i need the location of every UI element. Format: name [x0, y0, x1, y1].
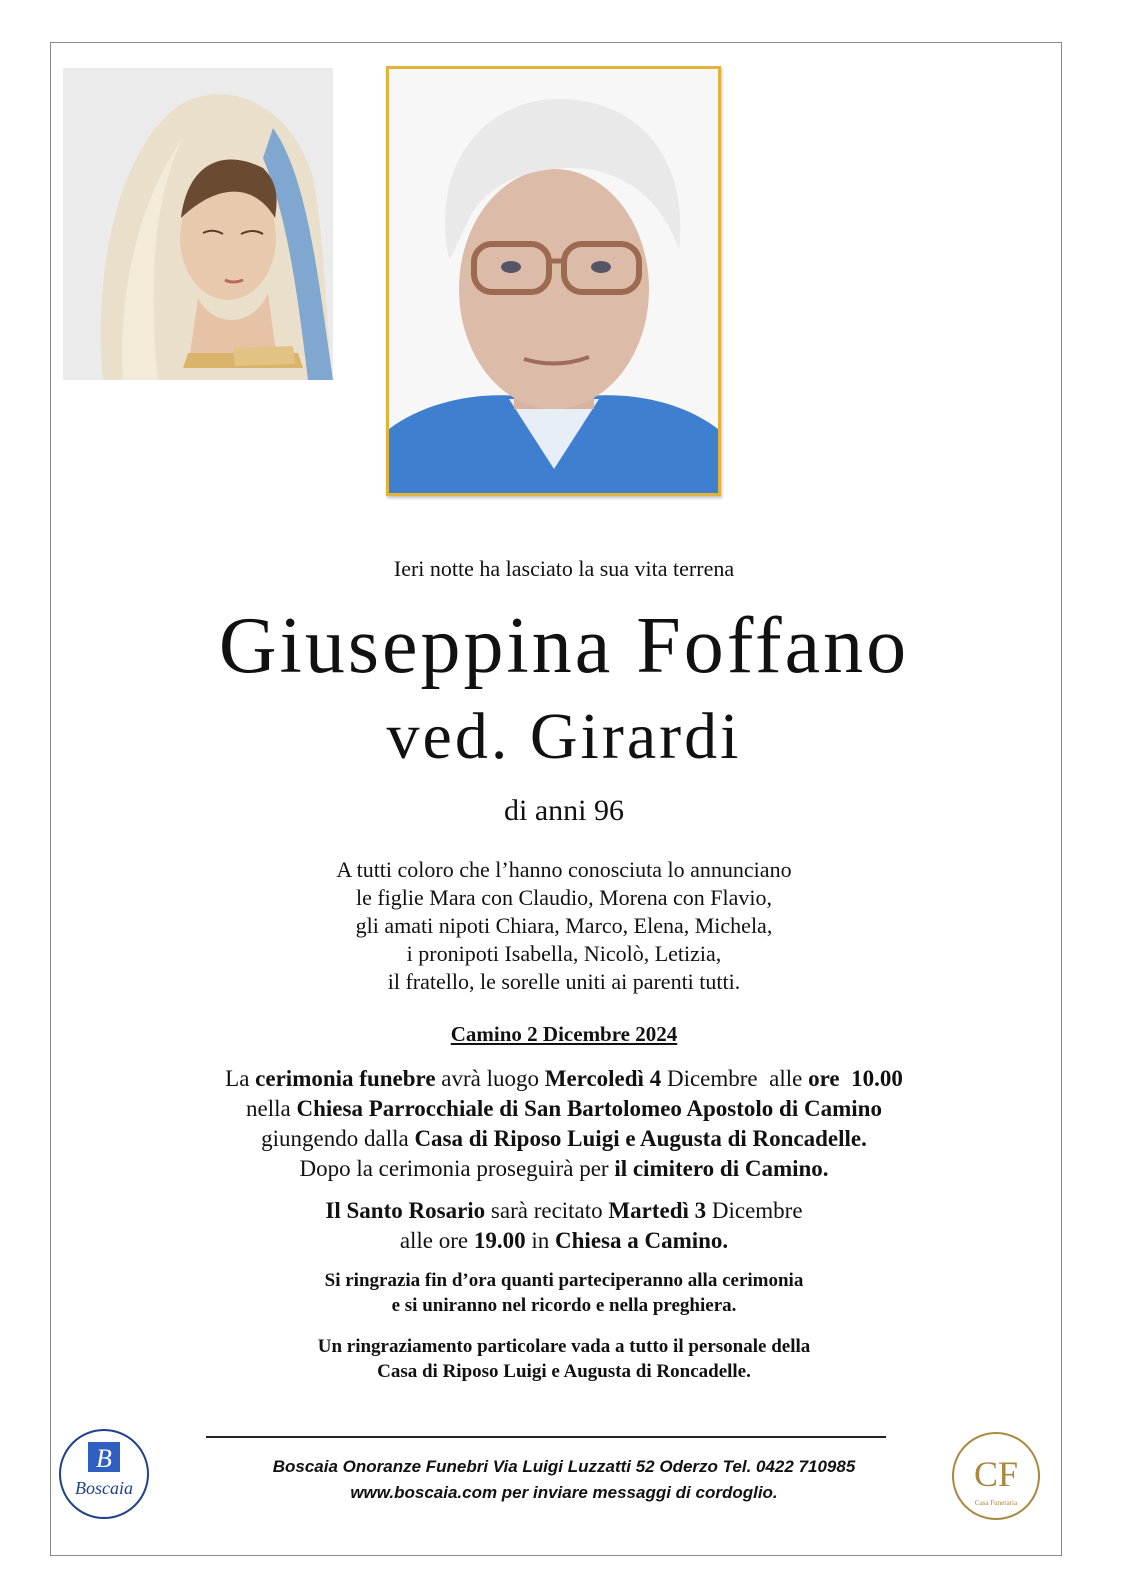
bold-text: cerimonia funebre: [255, 1066, 436, 1091]
relatives-line: A tutti coloro che l’hanno conosciuta lo annunciano: [336, 857, 792, 882]
rosary-details: [0, 1196, 1128, 1256]
text: Dicembre alle: [661, 1066, 809, 1091]
relatives-line: il fratello, le sorelle uniti ai parenti tutti.: [387, 969, 741, 994]
bold-text: Chiesa a Camino.: [555, 1228, 729, 1253]
madonna-image: [63, 68, 333, 380]
thanks-staff: [0, 1334, 1128, 1384]
thanks-line: Casa di Riposo Luigi e Augusta di Roncadelle.: [377, 1361, 751, 1382]
text: Dicembre: [706, 1198, 803, 1223]
text: giungendo dalla: [261, 1126, 415, 1151]
relatives-line: i pronipoti Isabella, Nicolò, Letizia,: [406, 941, 722, 966]
ceremony-line-4: [0, 1154, 1128, 1184]
text: avrà luogo: [435, 1066, 545, 1091]
boscaia-monogram: B: [96, 1444, 112, 1473]
intro-text: Ieri notte ha lasciato la sua vita terrena: [393, 556, 735, 581]
bold-text: ore 10.00: [808, 1066, 903, 1091]
bold-text: Martedì 3: [608, 1198, 707, 1223]
boscaia-wordmark: Boscaia: [75, 1478, 133, 1498]
relatives-line: gli amati nipoti Chiara, Marco, Elena, Michela,: [355, 913, 773, 938]
ceremony-line-1: [0, 1064, 1128, 1094]
bold-text: Casa di Riposo Luigi e Augusta di Roncadelle.: [414, 1126, 867, 1151]
footer-address: Boscaia Onoranze Funebri Via Luigi Luzzatti 52 Oderzo Tel. 0422 710985: [272, 1457, 856, 1476]
text: La: [225, 1066, 256, 1091]
casa-funeraria-logo: [950, 1430, 1042, 1522]
casa-funeraria-monogram: CF: [973, 1454, 1019, 1494]
bold-text: Il Santo Rosario: [325, 1198, 486, 1223]
bold-text: 19.00: [473, 1228, 526, 1253]
footer-website: www.boscaia.com per inviare messaggi di cordoglio.: [350, 1483, 778, 1502]
deceased-name: Giuseppina Foffano: [218, 602, 910, 690]
text: nella: [246, 1096, 297, 1121]
relatives-announcement: [0, 856, 1128, 996]
text: alle ore: [399, 1228, 474, 1253]
portrait-photo: [386, 66, 721, 496]
thanks-line: e si uniranno nel ricordo e nella preghiera.: [391, 1295, 737, 1316]
relatives-line: le figlie Mara con Claudio, Morena con Flavio,: [355, 885, 773, 910]
rosary-line-2: [0, 1226, 1128, 1256]
footer-divider: [206, 1436, 886, 1438]
bold-text: il cimitero di Camino.: [614, 1156, 829, 1181]
bold-text: Mercoledì 4: [544, 1066, 662, 1091]
age-text: di anni 96: [504, 794, 624, 827]
rosary-line-1: [0, 1196, 1128, 1226]
ceremony-line-3: [0, 1124, 1128, 1154]
ceremony-line-2: [0, 1094, 1128, 1124]
casa-funeraria-wordmark: Casa Funeraria: [974, 1499, 1018, 1507]
thanks-general: [0, 1268, 1128, 1318]
text: Dopo la cerimonia proseguirà per: [299, 1156, 615, 1181]
place-date: Camino 2 Dicembre 2024: [450, 1022, 678, 1046]
ceremony-details: [0, 1064, 1128, 1184]
bold-text: Chiesa Parrocchiale di San Bartolomeo Apostolo di Camino: [296, 1096, 882, 1121]
thanks-line: Si ringrazia fin d’ora quanti parteciperanno alla cerimonia: [324, 1270, 804, 1291]
text: in: [525, 1228, 556, 1253]
text: sarà recitato: [485, 1198, 609, 1223]
widow-name: ved. Girardi: [386, 700, 742, 773]
thanks-line: Un ringraziamento particolare vada a tutto il personale della: [317, 1336, 811, 1357]
